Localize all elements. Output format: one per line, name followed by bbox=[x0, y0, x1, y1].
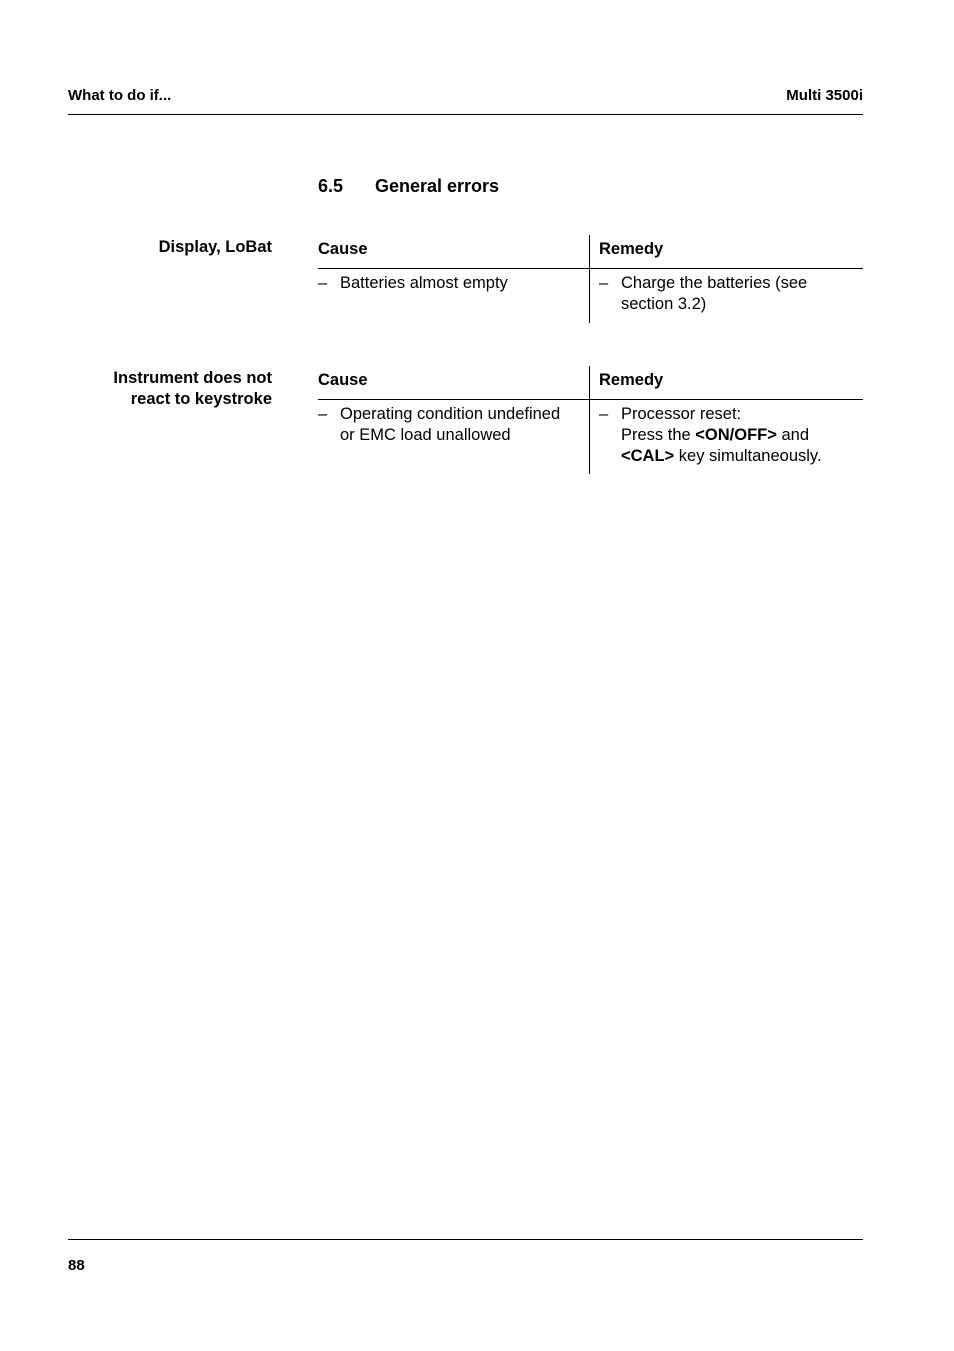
section-heading bbox=[318, 176, 499, 197]
error-label-line: Instrument does not bbox=[113, 369, 272, 387]
error-table-keystroke bbox=[318, 366, 863, 474]
list-item bbox=[599, 273, 863, 315]
remedy-cell bbox=[590, 269, 863, 323]
remedy-text-line: Processor reset: bbox=[621, 405, 742, 423]
list-item bbox=[599, 404, 863, 467]
section-title: General errors bbox=[375, 176, 500, 196]
page-number: 88 bbox=[68, 1257, 85, 1274]
cause-text-line: or EMC load unallowed bbox=[340, 426, 511, 444]
remedy-column-header: Remedy bbox=[599, 371, 664, 389]
table-row bbox=[318, 269, 863, 323]
error-label-lobat bbox=[159, 237, 272, 258]
section-number: 6.5 bbox=[318, 176, 344, 196]
dash-bullet: – bbox=[318, 274, 328, 292]
remedy-text-line bbox=[621, 425, 863, 446]
dash-bullet: – bbox=[599, 274, 609, 292]
footer-divider bbox=[68, 1239, 863, 1240]
cause-cell bbox=[318, 269, 590, 323]
remedy-text-fragment: key simultaneously. bbox=[674, 447, 822, 465]
remedy-text-line bbox=[621, 446, 863, 467]
cause-column-header: Cause bbox=[318, 235, 590, 268]
remedy-text-fragment: and bbox=[776, 426, 810, 444]
remedy-text-line: Charge the batteries (see bbox=[621, 274, 808, 292]
cause-text-line: Operating condition undefined bbox=[340, 405, 561, 423]
error-table-lobat bbox=[318, 235, 863, 323]
cause-column-header: Cause bbox=[318, 366, 590, 399]
dash-bullet: – bbox=[318, 405, 328, 423]
dash-bullet: – bbox=[599, 405, 609, 423]
running-header-chapter: What to do if... bbox=[68, 87, 172, 104]
running-header-product: Multi 3500i bbox=[786, 87, 863, 104]
error-label-line: Display, LoBat bbox=[158, 238, 272, 256]
table-row bbox=[318, 400, 863, 474]
on-off-key-label: <ON/OFF> bbox=[695, 426, 777, 444]
list-item bbox=[318, 273, 589, 294]
remedy-cell bbox=[590, 400, 863, 474]
header-divider bbox=[68, 114, 863, 115]
remedy-text-line: section 3.2) bbox=[621, 295, 707, 313]
cause-cell bbox=[318, 400, 590, 474]
table-header-row bbox=[318, 366, 863, 400]
cause-text-line: Batteries almost empty bbox=[340, 274, 508, 292]
remedy-column-header: Remedy bbox=[599, 240, 664, 258]
error-label-line: react to keystroke bbox=[130, 390, 272, 408]
list-item bbox=[318, 404, 589, 446]
error-label-keystroke bbox=[113, 368, 272, 410]
remedy-text-fragment: Press the bbox=[621, 426, 696, 444]
table-header-row bbox=[318, 235, 863, 269]
cal-key-label: <CAL> bbox=[621, 447, 675, 465]
